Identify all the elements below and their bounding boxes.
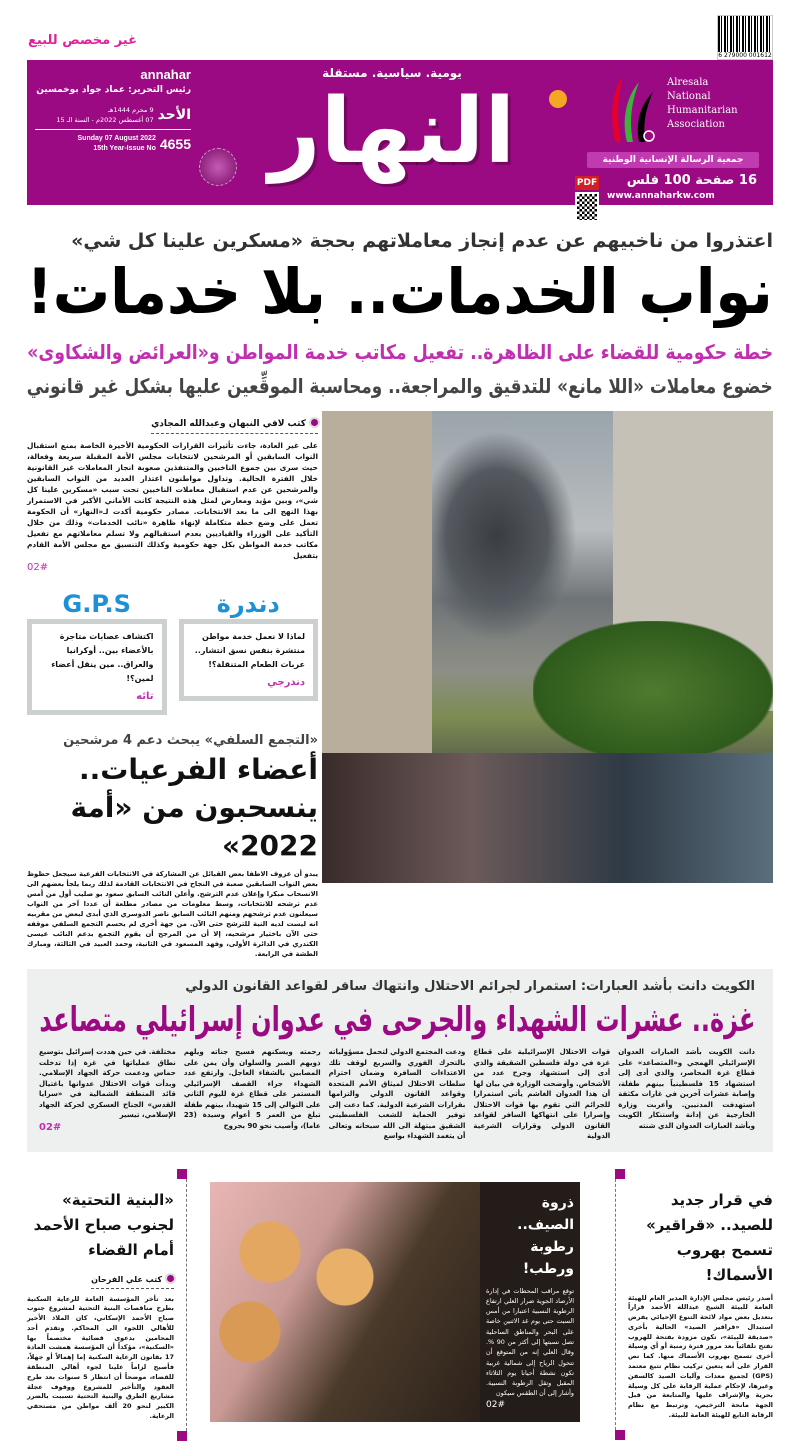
continued-ref[interactable]: 02# xyxy=(27,562,49,573)
infra-headline[interactable]: «البنية التحتية» لجنوب صباح الأحمد أمام القضاء xyxy=(33,1190,174,1259)
gaza-section xyxy=(27,969,773,1152)
pdf-icon[interactable]: PDF xyxy=(576,178,598,188)
date-en xyxy=(35,134,156,154)
trees xyxy=(533,621,773,761)
newspaper-logo: النهار xyxy=(268,79,516,184)
lead-subhead-1: خطة حكومية للقضاء على الظاهرة.. تفعيل مكاتب خدمة المواطن و«العرائض والشكاوى» xyxy=(27,340,773,364)
price: 16 صفحة 100 فلس xyxy=(626,173,757,188)
gaza-col-2: قوات الاحتلال الإسرائيلية على قطاع غزة في دولة فلسطين الشقيقة والذي أدى إلى استشهاد وجرح عدد من الأشخاص. وأوضحت الوزارة في بيان لها أن هذا العدوان الغاشم يأتي استمرارا للجرائم التي تقوم بها قوات الاحتلال وإصرارا على انتهاكها السافر لقواعد القانون الدولي وقرارات الشرعية الدولية xyxy=(473,1048,611,1140)
summer-ref[interactable]: 02# xyxy=(486,1399,505,1410)
latin-name: annahar xyxy=(140,67,191,82)
issue-number: 4655 xyxy=(159,136,191,152)
dandara-text: لماذا لا نعمل خدمة مواطن منتشرة بنفس نسق انتشار.. عربات الطعام المتنقلة؟! xyxy=(194,632,305,669)
barcode-number: 6 279000 001612 xyxy=(718,52,772,59)
assoc-line: Alresala xyxy=(667,77,709,88)
date-en-line: Sunday 07 August 2022 xyxy=(77,135,156,142)
gaza-columns xyxy=(39,1047,755,1142)
lead-kicker: اعتذروا من ناخبيهم عن عدم إنجاز معاملاتهم بحجة «مسكرين علينا كل شي» xyxy=(71,230,773,252)
date-ar xyxy=(35,105,154,125)
top-bar xyxy=(27,0,773,60)
gps-column xyxy=(27,589,167,715)
seal-emblem xyxy=(199,148,237,186)
main-row xyxy=(27,411,773,959)
lead-body: على غير العادة، جاءت تأثيرات القرارات الحكومية الأخيرة الخاصة بمنع استقبال النواب السابقين أو المرشحين لانتخابات مجلس الأمة المقبلة سريعة وفعالة، حيث سرى بين جموع الناخبين والمتنفذين صعوبة انجاز المعاملات غير القانونية خلال الفترة الحالية. وتداول مواطنون اعتذار العديد من النواب السابقين والمرشحين عن عدم استقبال معاملات الناخبين تحت سبب «مسكرين علينا كل شي»، وبين مؤيد ومعارض لمثل هذه النتيجة كانت الأماني الأكبر في الاستمرار بهذا النهج الى ما بعد الانتخابات. مصادر حكومية أكدت لـ«النهار» أن الحكومة تعمل على وضع خطة متكاملة لإنهاء ظاهرة «نائب الخدمات» وذلك من خلال التأكيد على الوزراء والقياديين بعدم استقبالهم ولا تسلم معاملاتهم مع تفعيل مكاتب خدمة المواطن بكل جهة حكومية وكذلك التنسيق مع مجلس الأمة القادم بتفعيل xyxy=(27,441,318,560)
gps-sign: تائه xyxy=(136,691,154,702)
year-issue: 15th Year-Issue No xyxy=(93,145,156,152)
crowd xyxy=(322,753,773,883)
summer-body: توقع مراقب المحطات في إدارة الأرصاد الجوية ضرار العلي ارتفاع الرطوبة النسبية اعتبارا من أمس السبت حتى يوم غد الاثنين خاصة على البحر والمناطق الساحلية تصل نسبتها إلى أكثر من 90 %. وقال العلي إنه من المتوقع أن تتحول الرياح إلى شمالية غربية تكون نشطة أحيانا يوم الثلاثاء المقبل وتقل الرطوبة النسبية. وأشار إلى أن الطقس سيكون xyxy=(486,1286,574,1398)
gaza-kicker: الكويت دانت بأشد العبارات: استمرار لجرائم الاحتلال وانتهاك سافر لقواعد القانون الدولي xyxy=(185,979,755,994)
byline-dot-icon xyxy=(311,419,318,426)
sun-icon xyxy=(549,90,567,108)
masthead xyxy=(27,60,773,205)
bracket-square xyxy=(177,1431,187,1441)
dandara-head: دندرة xyxy=(216,590,280,618)
hijri-date: 9 محرم 1444هـ xyxy=(108,106,154,114)
gps-box xyxy=(27,619,167,715)
fishing-body: أصدر رئيس مجلس الإدارة المدير العام للهيئة العامة للبيئة الشيخ عبدالله الأحمد قراراً بتعديل بعض مواد لائحة التنوع الإحيائي يفرض استبدال «قراقير الصيد» الحالية بأخرى «صديقة للبيئة»، تكون مزودة بفتحة للهروب تفتح تلقائياً بعد مرور فترة زمنية أو أي وسيلة أخرى تسمح بهروب الأسماك منها. كما نص القرار على أنه يتعين تركيب نظام تتبع معتمد (GPS) لجميع معدات وآليات الصيد كالسفن وغيرها، لإحكام عملية الرقابة على كل وسيلة بحرية والإشراف عليها والمتابعة من قبل الجهة مانحة الترخيص، وترتبط مع نظام الرقابة التابع للهيئة العامة للبيئة. xyxy=(628,1293,773,1420)
dandara-column xyxy=(179,589,319,715)
website-link[interactable]: www.annaharkw.com xyxy=(607,191,715,201)
infra-article xyxy=(27,1174,187,1436)
gaza-headline[interactable]: غزة.. عشرات الشهداء والجرحى في عدوان إسرائيلي متصاعد xyxy=(39,1000,755,1040)
lead-headline[interactable]: نواب الخدمات.. بلا خدمات! xyxy=(27,255,773,328)
tagline: يومية. سياسية. مستقلة xyxy=(322,66,462,80)
gaza-col-4: رحمته ويسكنهم فسيح جناته ويلهم ذويهم الصبر والسلوان وأن يمن على المصابين بالشفاء العاجل. وارتفع عدد الشهداء جراء القصف الإسرائيلي المستمر على قطاع غزة لليوم الثاني على التوالي إلى 15 شهيدا، بينهم طفلة تبلغ من العمر 5 أعوام وسيدة (23 عاما)، وأصيب نحو 90 بجروح xyxy=(183,1048,321,1130)
editor-in-chief: رئيس التحرير: عماد جواد بوخمسين xyxy=(36,85,191,95)
bracket-square xyxy=(177,1169,187,1179)
infra-byline-wrap xyxy=(27,1267,174,1289)
summer-overlay xyxy=(480,1182,580,1422)
gaza-continued-ref[interactable]: 02# xyxy=(39,1121,62,1133)
assoc-name-ar: جمعية الرسالة الإنسانية الوطنية xyxy=(587,152,759,168)
dandara-box xyxy=(179,619,319,701)
gaza-col-1: دانت الكويت بأشد العبارات العدوان الإسرائيلي الهمجي و«المتصاعد» على قطاع غزة المحاصر، والذي أدى إلى استشهاد 15 فلسطينياً بينهم طفلة، وإصابة عشرات آخرين في غارات مكثفة استهدفت المدنيين. وأعربت وزارة الخارجية عن إدانة واستنكار الكويت وبأشد العبارات العدوان الذي شنته xyxy=(618,1048,755,1130)
salafi-body: يبدو أن عزوف الاطفا بعض القبائل عن المشاركة في الانتخابات الفرعية سيجعل حظوظ بعض النواب السابقين صعبة في النجاح في الانتخابات القادمة لذلك ربما يلجأ بعضهم الى الانسحاب مبكرا وإعلان عدم الترشح. وأعلن النائب السابق سعود بو صليب أول من أمس عدم ترشحه للانتخابات، وسط معلومات من مصادر مطلعة أن عددا آخر من النواب سيعلنون عدم ترشحهم ومنهم النائب السابق ناصر الدوسري الذي أبدى لبعض من مقربيه انه ليست لديه النية للترشح حتى الآن. من جهة أخرى لم يحسم التجمع السلفي موقفه حتى الآن باختيار مرشحيه، إلا أن من المرجح أن يقوم التجمع بدعم النائب عيسى الكندري في الدائرة الأولى، وفهد المسعود في الثانية، وحمد العبيد في الثالثة، ومبارك الطشة في الرابعة. xyxy=(27,870,318,958)
left-column xyxy=(27,411,318,959)
salafi-kicker: «التجمع السلفي» يبحث دعم 4 مرشحين xyxy=(63,733,318,748)
infra-byline-text: كتب علي الفرحان xyxy=(91,1274,162,1284)
divider xyxy=(35,129,191,130)
masthead-info xyxy=(35,66,191,154)
assoc-line: Association xyxy=(667,119,725,130)
assoc-name-en xyxy=(667,76,738,132)
not-for-sale-label: غير مخصص للبيع xyxy=(28,33,137,48)
opinion-boxes xyxy=(27,589,318,715)
salafi-headline[interactable]: أعضاء الفرعيات.. ينسحبون من «أمة 2022» xyxy=(70,753,318,862)
date-row-ar xyxy=(35,105,191,125)
building-left xyxy=(322,411,432,781)
byline-text: كتب لافي النبهان وعبدالله المجادي xyxy=(151,419,306,429)
potato-hand-photo xyxy=(210,1182,480,1422)
fishing-headline[interactable]: في قرار جديد للصيد.. «قراقير» تسمح بهروب الأسماك! xyxy=(646,1190,773,1284)
bottom-row xyxy=(27,1174,773,1436)
dandara-sign: دندرجي xyxy=(267,677,305,688)
fishing-article xyxy=(615,1174,773,1435)
gaza-col-5 xyxy=(39,1047,176,1142)
bracket-square xyxy=(615,1430,625,1440)
date-row-en xyxy=(35,134,191,154)
gaza-col-5-text: مختلفة. في حين هددت إسرائيل بتوسيع نطاق عملياتها في غزة إذا تدخلت حماس ودعمت حركة الجهاد الإسلامي. وبدأت قوات الاحتلال عدوانها باغتيال قائد المنطقة الشمالية في «سرايا القدس» الجناح العسكري لحركة الجهاد الإسلامي، تيسير xyxy=(39,1048,176,1119)
infra-byline xyxy=(91,1273,174,1289)
lead-story xyxy=(27,227,773,403)
summer-feature xyxy=(210,1182,580,1422)
gaza-col-3: ودعت المجتمع الدولي لتحمل مسؤولياته بالتحرك الفوري والسريع لوقف تلك الاعتداءات السافرة وضمان احترام سلطات الاحتلال لميثاق الأمم المتحدة وقواعد القانون الدولي والتزامها بقرارات الشرعية الدولية. كما دعت إلى توفير الحماية للشعب الفلسطيني الشقيق مبتهلة الى الله سبحانه وتعالى أن يتغمد الشهداء بواسع xyxy=(328,1048,466,1140)
day-ar: الأحد xyxy=(157,107,191,123)
byline-dot-icon xyxy=(167,1275,174,1282)
gps-text: اكتشاف عصابات متاجرة بالأعضاء بين.. أوكرانيا والعراق.. مين ينقل أعضاء لمين؟! xyxy=(51,632,154,683)
lead-subhead-2: خضوع معاملات «اللا مانع» للتدقيق والمراجعة.. ومحاسبة الموقِّعين عليها بشكل غير قانوني xyxy=(27,374,773,398)
lead-byline xyxy=(151,418,318,434)
feathers-icon xyxy=(607,74,655,144)
gaza-photo xyxy=(322,411,773,883)
barcode xyxy=(717,15,773,60)
assoc-line: Humanitarian xyxy=(667,105,738,116)
smoke-plume xyxy=(417,431,577,641)
summer-headline[interactable]: ذروة الصيف.. رطوبة ورطب! xyxy=(517,1194,574,1277)
infra-body: بعد تأخر المؤسسة العامة للرعاية السكنية بطرح مناقصات البنية التحتية لمشروع جنوب صباح الأحمد الإسكاني، كان الملاذ الأخير للأهالي اللجوء الى المحاكم. وتقدم أحد المحامين بدعوى قضائية مختصماً بها «السكنية»، مؤكداً أن المؤسسة همشت المادة 17 بقانون الرعاية السكنية إما إهمالاً أو جهلاً، فأصبح لزاماً علينا لجوء أهالي المنطقة للقضاء، موضحاً أن انتظار 5 سنوات بعد طرح العقود والتأخير للمشروع ووقوف عجلة مشاريع الطرق والبنية التحتية تسببت بالضرر الكبير لنحو 20 ألف مواطن من مستحقي الرعاية. xyxy=(27,1294,174,1421)
gps-head: G.P.S xyxy=(62,590,131,618)
greg-date-ar: 07 أغسطس 2022م - السنة الـ 15 xyxy=(56,116,154,124)
bracket-square xyxy=(615,1169,625,1179)
qr-code[interactable] xyxy=(575,192,599,222)
assoc-line: National xyxy=(667,91,711,102)
lead-byline-wrap xyxy=(27,411,318,434)
